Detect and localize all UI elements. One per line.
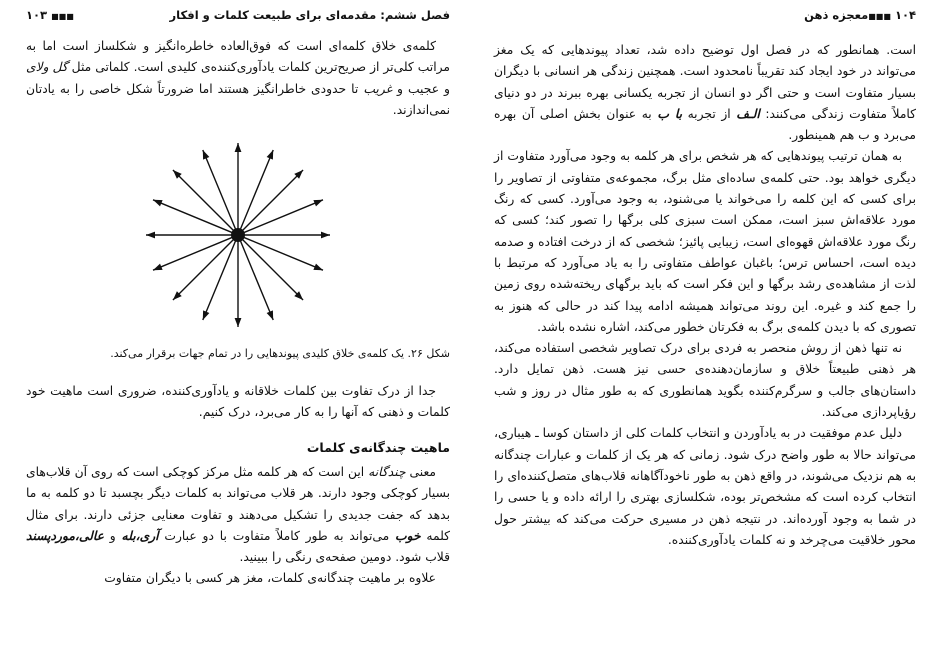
rp1-b: از تجربه [682,106,737,121]
left-header-marks: ■■■ [51,12,74,21]
diagram-arrowhead [267,310,274,320]
right-paragraph-4: دلیل عدم موفقیت در به یادآوردن و انتخاب کلمات کلی از داستان کوسا ـ هیباری، می‌تواند حالا به طور واضح درک شود. زمانی که هر یک از کلمات و عبارات چندگانه به هم نزدیک می‌شوند، در واقع ذهن به طور ناخودآگاهانه قلاب‌های متصل‌کننده‌ای را انتخاب کرده است که مشخص‌تر بوده، شکلسازی بهتری را ارائه داده و یا حسی را در شما به وجود آورده‌اند. در نتیجه ذهن در مسیری حرکت می‌کند که بیشتر حول محور خلاقیت می‌چرخد و نه کلمات یادآوری‌کننده. [494,426,916,547]
diagram-ray [173,170,234,231]
radial-links-diagram [138,135,338,335]
intro-line-2: اما به مراتب کلی‌تر از صریح‌ترین کلمات یادآوری‌کننده‌ی کلیدی است. [26,39,450,75]
diagram-ray [203,241,236,320]
diagram-ray [240,150,273,229]
diagram-center-node [231,228,245,242]
sp1-phrase-2: عالی،موردپسند [26,528,104,543]
right-paragraph-1 [494,40,916,146]
section-body [26,462,450,590]
diagram-arrowhead [153,200,163,207]
diagram-ray [153,200,232,233]
diagram-ray [244,237,323,270]
rp1-c: به عنوان بخش اصلی آن بهره می‌برد و ب هم همینطور. [494,106,916,143]
rp1-be: با ب [657,106,683,121]
figure-caption [46,344,450,363]
left-page-number [26,8,74,22]
left-header-title: فصل ششم: مقدمه‌ای برای طبیعت کلمات و افکار [169,8,450,22]
diagram-ray [242,170,303,231]
diagram-ray [203,150,236,229]
diagram-arrowhead [203,150,210,160]
sp1-d: و [103,528,122,543]
rp1-a: است. همانطور که در فصل اول توضیح داده شد، تعداد پیوندهایی که یک مغز می‌تواند در خود ایجاد کند تقریباً نامحدود است. همچنین زندگی هر انسانی با دیگران بسیار متفاوت است و حتی اگر دو انسان از تجربه یکسانی بهره ببرند در دو دنیای کاملاً متفاوت زندگی می‌کنند: [494,43,917,121]
rp1-alef: الـف [736,106,760,121]
diagram-arrowhead [153,264,163,271]
after-figure-text: جدا از درک تفاوت بین کلمات خلاقانه و یادآوری‌کننده، ضروری است ماهیت خود کلمات و ذهنی که آنها را به کار می‌برد، درک کنیم. [26,384,450,420]
diagram-arrowhead [313,264,323,271]
after-figure-paragraph [26,381,450,424]
right-paragraph-2: به همان ترتیب پیوندهایی که هر شخص برای هر کلمه به وجود می‌آورد متفاوت از دیگری خواهد بود. حتی کلمه‌ی ساده‌ای مثل برگ، مجموعه‌ی متفاوتی از تصاویر را برای کسی که این کلمه را می‌خواند یا می‌شنود، به وجود می‌آورد. کسی که رنگ مورد علاقه‌اش سبز است، ممکن است سبزی کلی برگها را تصور کند؛ کسی که رنگ مورد علاقه‌اش قهوه‌ای است، زیبایی پائیز؛ شخصی که از درخت افتاده و صدمه دیده است، احساس ترس؛ باغبان عواطف متفاوتی را به یاد می‌آورد که مرتبط با لذت از مشاهده‌ی رشد برگها و این فکر است که باید برگهای ریخته‌شده روی زمین را جمع کند و غیره. این روند می‌تواند همیشه ادامه پیدا کند در حالی که هنوز به تصوری که با دیدن کلمه‌ی برگ به فکرتان خطور می‌کند، اشاره نشده باشد. [494,149,916,334]
intro-example-1: گل ولای [26,60,68,75]
intro-line-3a: کلماتی مثل [67,60,130,75]
sp1-word-good: خوب [395,528,421,543]
section-heading: ماهیت چندگانه‌ی کلمات [306,440,450,455]
intro-example-2: غریب [363,81,393,96]
right-page-number-value: ۱۰۴ [894,8,916,22]
left-page-number-value: ۱۰۳ [26,8,48,22]
right-paragraph-3: نه تنها ذهن از روش منحصر به فردی برای درک تصاویر شخصی استفاده می‌کند، هر ذهنی طبیعتاً خلاق و سازمان‌دهنده‌ی حسی نیز هست. ذهن تمایل دارد. داستان‌های جالب و سرگرم‌کننده بگوید همانطوری که به طور مثال در روز و شب رؤیاپردازی می‌کند. [494,341,916,420]
sp1-a: معنی [405,465,437,479]
left-page [26,0,450,668]
diagram-arrowhead [235,143,242,152]
right-header-title: معجزه ذهن [804,8,869,22]
diagram-arrowhead [235,318,242,327]
diagram-arrowhead [321,232,330,239]
sp1-phrase-1: آری،بله [121,528,159,543]
diagram-arrowhead [267,150,274,160]
right-header [804,8,916,22]
diagram-ray [153,237,232,270]
intro-line-3c: تا حدودی خاطرانگیز هستند اما ضرورتاً شکل خاصی را به یادتان نمی‌اندازند. [26,81,450,117]
section-paragraph-1 [26,462,450,568]
right-header-marks: ■■■ [868,12,891,21]
left-running-head [26,8,450,28]
left-intro-paragraph [26,36,450,121]
intro-line-3b: و عجیب و [392,81,450,96]
section-paragraph-2: علاوه بر ماهیت چندگانه‌ی کلمات، مغز هر کسی با دیگران متفاوت [104,571,436,586]
figure-caption-text: شکل ۲۶. یک کلمه‌ی خلاق کلیدی پیوندهایی را در تمام جهات برقرار می‌کند. [110,347,450,360]
sp1-c: می‌تواند به طور کاملاً متفاوت با دو عبارت [158,528,396,543]
diagram-ray [242,239,303,300]
sp1-term: چندگانه [368,465,406,479]
sp1-e: قلاب شود. دومین صفحه‌ی رنگی را ببینید. [239,550,450,565]
diagram-ray [240,241,273,320]
diagram-arrowhead [146,232,155,239]
right-body [494,40,916,551]
sp1-b: این است که هر کلمه مثل مرکز کوچکی است که روی آن قلاب‌های بسیار کوچکی وجود دارند. هر قلاب می‌تواند به کلمات دیگر بچسبد تا دو کلمه به ما بدهد که جفت جدیدی را تشکیل می‌دهند و تفاوت معنایی جزئی دارند. برای مثال کلمه [26,465,450,543]
diagram-ray [173,239,234,300]
diagram-ray [244,200,323,233]
diagram-arrowhead [313,200,323,207]
right-running-head [494,8,916,28]
right-page [494,0,916,668]
intro-line-1: کلمه‌ی خلاق کلمه‌ای است که فوق‌العاده خاطره‌انگیز و شکلساز است [62,39,436,53]
diagram-arrowhead [203,310,210,320]
